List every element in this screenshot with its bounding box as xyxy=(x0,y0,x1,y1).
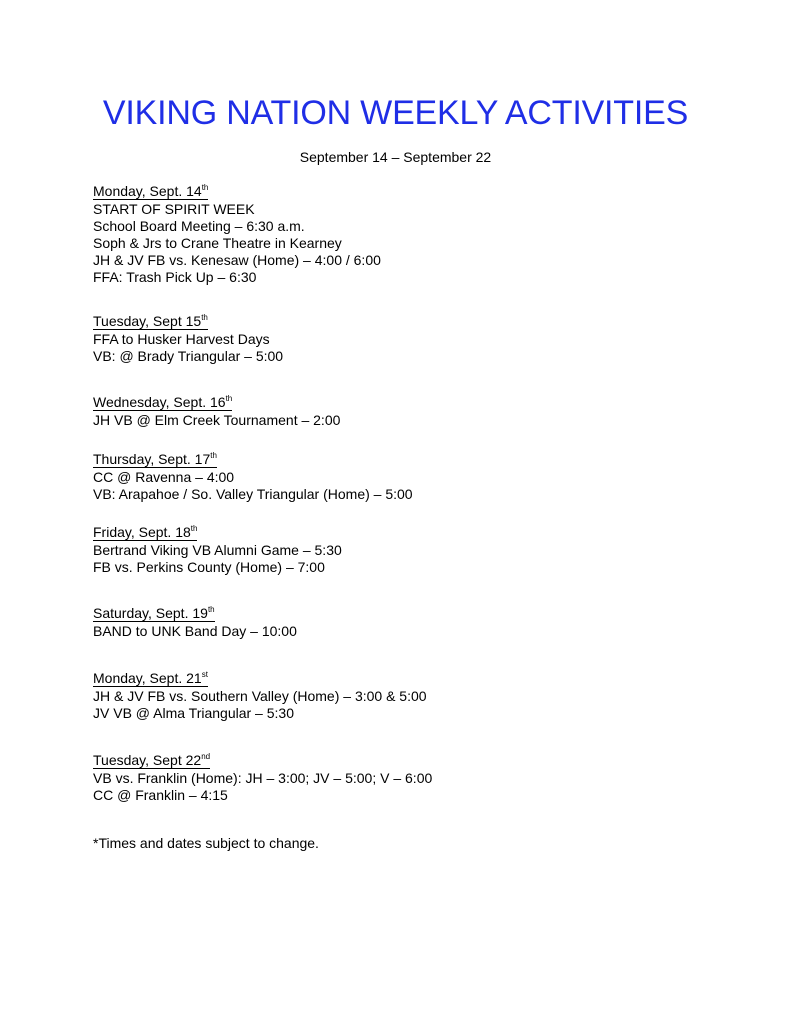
event-line: JV VB @ Alma Triangular – 5:30 xyxy=(93,705,294,721)
day-block xyxy=(93,183,381,286)
document-title: VIKING NATION WEEKLY ACTIVITIES xyxy=(102,94,689,132)
day-block xyxy=(93,524,342,576)
event-line: CC @ Ravenna – 4:00 xyxy=(93,469,235,485)
day-block xyxy=(93,752,432,804)
event-line: VB: @ Brady Triangular – 5:00 xyxy=(93,348,284,364)
event-line: FFA: Trash Pick Up – 6:30 xyxy=(93,269,257,285)
day-heading: Saturday, Sept. 19th xyxy=(93,605,215,621)
footnote: *Times and dates subject to change. xyxy=(93,835,319,851)
event-line: FFA to Husker Harvest Days xyxy=(93,331,270,347)
event-line: Bertrand Viking VB Alumni Game – 5:30 xyxy=(93,542,342,558)
day-block xyxy=(93,313,283,365)
event-line: CC @ Franklin – 4:15 xyxy=(93,787,228,803)
event-line: JH & JV FB vs. Southern Valley (Home) – 3:00 & 5:00 xyxy=(93,688,427,704)
date-range: September 14 – September 22 xyxy=(299,149,492,165)
day-block xyxy=(93,605,297,640)
event-line: Soph & Jrs to Crane Theatre in Kearney xyxy=(93,235,342,251)
event-line: School Board Meeting – 6:30 a.m. xyxy=(93,218,305,234)
day-heading: Monday, Sept. 21st xyxy=(93,670,208,686)
day-heading: Tuesday, Sept 22nd xyxy=(93,752,211,768)
ordinal-suffix: th xyxy=(201,313,208,322)
day-block xyxy=(93,451,413,503)
day-heading: Wednesday, Sept. 16th xyxy=(93,394,233,410)
ordinal-suffix: th xyxy=(225,394,233,403)
event-line: VB: Arapahoe / So. Valley Triangular (Home) – 5:00 xyxy=(93,486,413,502)
ordinal-suffix: th xyxy=(210,451,217,460)
ordinal-suffix: st xyxy=(201,670,208,679)
event-line: JH & JV FB vs. Kenesaw (Home) – 4:00 / 6:00 xyxy=(93,252,381,268)
ordinal-suffix: th xyxy=(207,605,215,614)
event-line: BAND to UNK Band Day – 10:00 xyxy=(93,623,297,639)
day-heading: Friday, Sept. 18th xyxy=(93,524,198,540)
day-heading: Thursday, Sept. 17th xyxy=(93,451,217,467)
event-line: FB vs. Perkins County (Home) – 7:00 xyxy=(93,559,325,575)
ordinal-suffix: th xyxy=(201,183,209,192)
day-block xyxy=(93,670,427,722)
day-heading: Monday, Sept. 14th xyxy=(93,183,209,199)
ordinal-suffix: th xyxy=(190,524,198,533)
day-block xyxy=(93,394,340,429)
event-line: JH VB @ Elm Creek Tournament – 2:00 xyxy=(93,412,341,428)
event-line: START OF SPIRIT WEEK xyxy=(93,201,255,217)
day-heading: Tuesday, Sept 15th xyxy=(93,313,208,329)
event-line: VB vs. Franklin (Home): JH – 3:00; JV – 5:00; V – 6:00 xyxy=(93,770,433,786)
ordinal-suffix: nd xyxy=(201,752,211,761)
